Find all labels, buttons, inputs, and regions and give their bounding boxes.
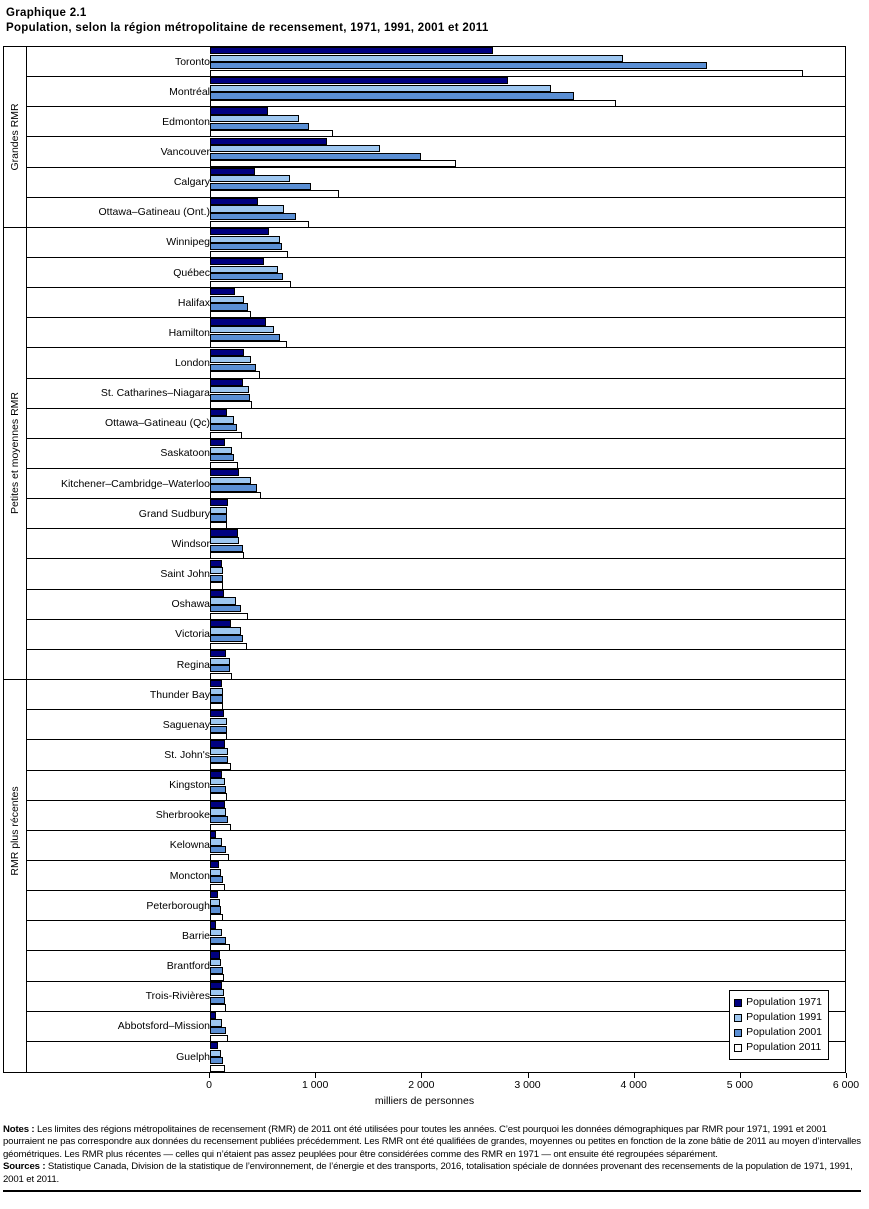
category-label: Saskatoon bbox=[160, 447, 210, 460]
group-label: Petites et moyennes RMR bbox=[9, 392, 21, 515]
bar-population-1971 bbox=[210, 1042, 218, 1049]
bar-population-1991 bbox=[210, 537, 239, 544]
x-axis-tick-label: 3 000 bbox=[514, 1079, 541, 1091]
bar-population-1971 bbox=[210, 499, 228, 506]
category-label: Moncton bbox=[169, 869, 210, 882]
bar-population-1971 bbox=[210, 740, 225, 747]
chart-row bbox=[27, 288, 845, 318]
category-label: Trois-Rivières bbox=[145, 990, 210, 1003]
notes-paragraph bbox=[3, 1124, 861, 1161]
bar-population-2001 bbox=[210, 334, 280, 341]
legend-swatch-icon bbox=[734, 999, 742, 1007]
notes-label: Notes : bbox=[3, 1124, 35, 1135]
bar-population-2001 bbox=[210, 906, 221, 913]
bar-population-2011 bbox=[210, 733, 227, 740]
bar-population-1971 bbox=[210, 982, 222, 989]
bar-population-1991 bbox=[210, 85, 551, 92]
bar-population-1971 bbox=[210, 258, 264, 265]
bar-population-2001 bbox=[210, 303, 248, 310]
bar-population-2001 bbox=[210, 876, 223, 883]
chart-row bbox=[27, 168, 845, 198]
group-label: Grandes RMR bbox=[9, 103, 21, 171]
bar-population-2001 bbox=[210, 273, 283, 280]
bar-population-2001 bbox=[210, 605, 241, 612]
category-label: Thunder Bay bbox=[149, 688, 210, 701]
category-label: Vancouver bbox=[160, 146, 210, 158]
bar-group bbox=[210, 409, 845, 438]
category-label: Peterborough bbox=[146, 899, 210, 912]
bar-population-1971 bbox=[210, 469, 239, 476]
bar-group bbox=[210, 680, 845, 709]
bar-population-1991 bbox=[210, 326, 274, 333]
chart-row bbox=[27, 650, 845, 680]
bar-population-1971 bbox=[210, 168, 255, 175]
bar-group bbox=[210, 590, 845, 619]
bar-population-1991 bbox=[210, 266, 278, 273]
notes-text: Les limites des régions métropolitaines de recensement (RMR) de 2011 ont été utilisées pour toutes les années. C’est pourquoi les données démographiques par RMR pour 1971, 1991 et 2001 pourraient ne pas correspondre aux données du recensement publiées précédemment. Les RMR ont été qualifiées de grandes, moyennes ou petites en fonction de la zone bâtie de 2011 au moyen d’intervalles géométriques. Les RMR plus récentes — celles qui n’étaient pas assez peuplées pour être considérées comme des RMR en 1971 — ont ensuite été regroupées séparément. bbox=[3, 1124, 861, 1160]
bar-population-1991 bbox=[210, 55, 623, 62]
bar-population-1991 bbox=[210, 1050, 221, 1057]
bar-population-1971 bbox=[210, 77, 508, 84]
chart-row bbox=[27, 348, 845, 378]
bar-population-1991 bbox=[210, 959, 221, 966]
bar-population-2011 bbox=[210, 492, 261, 499]
category-label: Sherbrooke bbox=[155, 809, 210, 822]
bar-population-1971 bbox=[210, 228, 269, 235]
category-label: Québec bbox=[173, 266, 210, 279]
bar-population-2001 bbox=[210, 545, 243, 552]
bar-group bbox=[210, 861, 845, 890]
legend-swatch-icon bbox=[734, 1044, 742, 1052]
category-label: Barrie bbox=[181, 929, 210, 942]
chart-row bbox=[27, 469, 845, 499]
chart-row bbox=[27, 740, 845, 770]
bar-population-2001 bbox=[210, 816, 228, 823]
bar-population-2011 bbox=[210, 1035, 228, 1042]
bar-group bbox=[210, 529, 845, 558]
x-axis-title: milliers de personnes bbox=[374, 1095, 475, 1107]
chart-row bbox=[27, 951, 845, 981]
category-label: Regina bbox=[176, 658, 210, 671]
legend-swatch-icon bbox=[734, 1029, 742, 1037]
bar-population-1971 bbox=[210, 680, 222, 687]
bar-population-2001 bbox=[210, 123, 309, 130]
chart-row bbox=[27, 982, 845, 1012]
category-label: Saguenay bbox=[162, 718, 210, 731]
bar-group bbox=[210, 801, 845, 830]
category-label: Montréal bbox=[169, 85, 210, 98]
bar-population-1991 bbox=[210, 597, 236, 604]
bar-population-1971 bbox=[210, 318, 266, 325]
plot-area bbox=[26, 47, 845, 1072]
bar-population-2011 bbox=[210, 311, 251, 318]
bar-population-1991 bbox=[210, 718, 227, 725]
x-axis-tick bbox=[315, 1073, 316, 1078]
bar-population-2011 bbox=[210, 793, 227, 800]
bar-group bbox=[210, 921, 845, 950]
chart-row bbox=[27, 439, 845, 469]
bar-population-1971 bbox=[210, 47, 493, 54]
bar-population-2001 bbox=[210, 153, 421, 160]
bar-population-2001 bbox=[210, 967, 223, 974]
bar-population-1991 bbox=[210, 567, 223, 574]
bar-population-1991 bbox=[210, 477, 251, 484]
bar-population-2001 bbox=[210, 997, 225, 1004]
category-label: Calgary bbox=[173, 176, 210, 189]
sources-label: Sources : bbox=[3, 1161, 46, 1173]
legend-item bbox=[734, 995, 822, 1010]
group-band bbox=[4, 47, 26, 228]
bar-population-2011 bbox=[210, 884, 225, 891]
bar-population-1991 bbox=[210, 145, 380, 152]
chart-row bbox=[27, 620, 845, 650]
bar-group bbox=[210, 168, 845, 197]
chart-row bbox=[27, 198, 845, 228]
bar-population-1991 bbox=[210, 778, 225, 785]
chart-row bbox=[27, 318, 845, 348]
bar-population-1991 bbox=[210, 929, 222, 936]
bar-population-1971 bbox=[210, 288, 235, 295]
bar-group bbox=[210, 258, 845, 287]
category-label: Guelph bbox=[176, 1050, 210, 1063]
bar-population-2011 bbox=[210, 221, 309, 228]
x-axis-tick-label: 2 000 bbox=[408, 1079, 435, 1091]
bar-population-1971 bbox=[210, 831, 216, 838]
category-label: Halifax bbox=[177, 296, 210, 309]
bar-population-2001 bbox=[210, 786, 226, 793]
bar-population-1991 bbox=[210, 627, 241, 634]
bar-population-1991 bbox=[210, 838, 222, 845]
bar-population-2001 bbox=[210, 846, 226, 853]
legend-swatch-icon bbox=[734, 1014, 742, 1022]
footer-notes bbox=[3, 1124, 861, 1192]
bar-population-2011 bbox=[210, 613, 248, 620]
bar-population-2001 bbox=[210, 62, 707, 69]
category-label: Saint John bbox=[160, 568, 210, 581]
bar-population-2011 bbox=[210, 1065, 225, 1072]
bar-group bbox=[210, 891, 845, 920]
bar-group bbox=[210, 77, 845, 106]
bar-population-1971 bbox=[210, 138, 327, 145]
bar-population-2001 bbox=[210, 484, 257, 491]
bar-population-1971 bbox=[210, 620, 231, 627]
bar-population-1971 bbox=[210, 921, 216, 928]
title-block bbox=[0, 0, 869, 36]
bar-population-2011 bbox=[210, 432, 242, 439]
bar-group bbox=[210, 107, 845, 136]
category-label: Toronto bbox=[174, 55, 210, 68]
chart-row bbox=[27, 499, 845, 529]
category-label: St. John's bbox=[164, 748, 210, 761]
bar-population-2011 bbox=[210, 251, 288, 258]
chart-row bbox=[27, 680, 845, 710]
legend-label: Population 1971 bbox=[746, 996, 822, 1008]
bar-population-1971 bbox=[210, 710, 224, 717]
bar-population-1971 bbox=[210, 951, 220, 958]
x-axis bbox=[3, 1073, 860, 1113]
bar-population-2001 bbox=[210, 1027, 226, 1034]
category-label: Kitchener–Cambridge–Waterloo bbox=[60, 477, 210, 490]
bar-population-2011 bbox=[210, 160, 456, 167]
sources-paragraph bbox=[3, 1161, 861, 1186]
chart-row bbox=[27, 77, 845, 107]
category-label: Victoria bbox=[175, 628, 210, 641]
chart-number: Graphique 2.1 bbox=[6, 7, 87, 19]
bar-group bbox=[210, 740, 845, 769]
bar-population-2001 bbox=[210, 243, 282, 250]
bar-population-1991 bbox=[210, 386, 249, 393]
chart-row bbox=[27, 891, 845, 921]
sources-text: Statistique Canada, Division de la statistique de l’environnement, de l’énergie et des transports, 2016, totalisation spéciale de données provenant des recensements de la population de 1971, 1991, 2001 et 2011. bbox=[3, 1161, 853, 1185]
bar-group bbox=[210, 650, 845, 679]
bar-population-2001 bbox=[210, 756, 228, 763]
bar-group bbox=[210, 137, 845, 166]
category-label: St. Catharines–Niagara bbox=[100, 387, 210, 400]
bar-population-1971 bbox=[210, 1012, 216, 1019]
bar-population-2011 bbox=[210, 190, 339, 197]
legend-item bbox=[734, 1040, 822, 1055]
bar-population-1971 bbox=[210, 801, 225, 808]
chart-row bbox=[27, 921, 845, 951]
bar-population-2011 bbox=[210, 552, 244, 559]
bar-population-2011 bbox=[210, 914, 223, 921]
bar-population-1971 bbox=[210, 560, 222, 567]
bar-group bbox=[210, 379, 845, 408]
bar-population-1991 bbox=[210, 808, 226, 815]
bar-population-1991 bbox=[210, 175, 290, 182]
bar-population-2011 bbox=[210, 1004, 226, 1011]
bar-population-2001 bbox=[210, 665, 230, 672]
bar-population-2011 bbox=[210, 673, 232, 680]
x-axis-tick-label: 6 000 bbox=[832, 1079, 860, 1091]
bar-group bbox=[210, 620, 845, 649]
bar-population-1991 bbox=[210, 447, 232, 454]
bar-population-1971 bbox=[210, 861, 219, 868]
bar-population-1991 bbox=[210, 658, 230, 665]
bar-group bbox=[210, 469, 845, 498]
chart-legend bbox=[729, 990, 829, 1060]
category-label: Winnipeg bbox=[166, 236, 210, 249]
bar-population-1991 bbox=[210, 416, 234, 423]
chart-row bbox=[27, 1042, 845, 1072]
bar-population-2011 bbox=[210, 824, 231, 831]
bar-population-2011 bbox=[210, 281, 291, 288]
category-label: London bbox=[174, 357, 210, 370]
bar-group bbox=[210, 318, 845, 347]
category-label: Edmonton bbox=[162, 115, 210, 128]
chart-row bbox=[27, 801, 845, 831]
bar-population-2011 bbox=[210, 341, 287, 348]
bar-population-1991 bbox=[210, 688, 223, 695]
legend-label: Population 1991 bbox=[746, 1011, 822, 1023]
bar-population-2011 bbox=[210, 763, 231, 770]
x-axis-tick bbox=[634, 1073, 635, 1078]
x-axis-tick bbox=[209, 1073, 210, 1078]
bar-group bbox=[210, 560, 845, 589]
bar-population-1991 bbox=[210, 507, 227, 514]
x-axis-tick bbox=[846, 1073, 847, 1078]
bar-population-1971 bbox=[210, 590, 224, 597]
bar-group bbox=[210, 951, 845, 980]
bar-population-2011 bbox=[210, 703, 223, 710]
bar-population-1971 bbox=[210, 529, 238, 536]
bar-group bbox=[210, 288, 845, 317]
category-label: Hamilton bbox=[168, 326, 210, 339]
group-axis bbox=[4, 47, 26, 1072]
bar-population-1991 bbox=[210, 236, 280, 243]
bar-population-2011 bbox=[210, 401, 252, 408]
bar-population-2001 bbox=[210, 726, 227, 733]
bar-population-2011 bbox=[210, 582, 223, 589]
category-label: Grand Sudbury bbox=[138, 507, 210, 520]
bar-population-2001 bbox=[210, 183, 311, 190]
bar-group bbox=[210, 499, 845, 528]
chart-row bbox=[27, 137, 845, 167]
bar-population-2011 bbox=[210, 371, 260, 378]
chart-row bbox=[27, 560, 845, 590]
chart-row bbox=[27, 409, 845, 439]
bar-population-2001 bbox=[210, 394, 250, 401]
category-label: Brantford bbox=[166, 959, 210, 972]
bar-population-2001 bbox=[210, 695, 223, 702]
group-label: RMR plus récentes bbox=[9, 786, 21, 876]
x-axis-tick bbox=[528, 1073, 529, 1078]
legend-item bbox=[734, 1010, 822, 1025]
bar-population-1971 bbox=[210, 771, 222, 778]
bar-population-1971 bbox=[210, 409, 227, 416]
bar-population-2011 bbox=[210, 462, 238, 469]
bar-population-2001 bbox=[210, 454, 234, 461]
bar-group bbox=[210, 771, 845, 800]
bar-population-1991 bbox=[210, 748, 228, 755]
chart-row bbox=[27, 107, 845, 137]
category-label: Abbotsford–Mission bbox=[117, 1020, 210, 1033]
bar-population-1991 bbox=[210, 899, 220, 906]
x-axis-tick-label: 4 000 bbox=[620, 1079, 647, 1091]
bar-population-1991 bbox=[210, 989, 224, 996]
chart-frame bbox=[3, 46, 846, 1073]
bar-population-1971 bbox=[210, 891, 218, 898]
chart-row bbox=[27, 379, 845, 409]
bar-population-2001 bbox=[210, 364, 256, 371]
x-axis-tick bbox=[740, 1073, 741, 1078]
bar-population-1991 bbox=[210, 296, 244, 303]
chart-row bbox=[27, 771, 845, 801]
group-band bbox=[4, 680, 26, 981]
bar-population-2011 bbox=[210, 70, 803, 77]
bar-population-1971 bbox=[210, 198, 258, 205]
category-label: Oshawa bbox=[171, 598, 210, 611]
chart-title: Population, selon la région métropolitaine de recensement, 1971, 1991, 2001 et 2011 bbox=[6, 22, 489, 34]
chart-row bbox=[27, 1012, 845, 1042]
bar-population-2001 bbox=[210, 1057, 223, 1064]
legend-label: Population 2001 bbox=[746, 1026, 822, 1038]
bar-population-2011 bbox=[210, 944, 230, 951]
bar-group bbox=[210, 47, 845, 76]
category-label: Kingston bbox=[169, 779, 210, 792]
bar-population-2001 bbox=[210, 92, 574, 99]
bar-population-1991 bbox=[210, 1019, 222, 1026]
category-label: Kelowna bbox=[169, 839, 210, 852]
bar-population-1971 bbox=[210, 379, 243, 386]
bar-population-1991 bbox=[210, 869, 221, 876]
bar-population-2011 bbox=[210, 522, 227, 529]
category-label: Windsor bbox=[171, 537, 210, 550]
x-axis-tick-label: 0 bbox=[206, 1079, 212, 1091]
legend-label: Population 2011 bbox=[746, 1041, 822, 1053]
x-axis-tick bbox=[421, 1073, 422, 1078]
chart-row bbox=[27, 529, 845, 559]
bar-group bbox=[210, 831, 845, 860]
group-band bbox=[4, 228, 26, 680]
bar-population-2011 bbox=[210, 100, 616, 107]
chart-row bbox=[27, 590, 845, 620]
bar-population-1991 bbox=[210, 356, 251, 363]
bar-population-2011 bbox=[210, 130, 333, 137]
bar-population-1971 bbox=[210, 650, 226, 657]
chart-row bbox=[27, 861, 845, 891]
x-axis-tick-label: 1 000 bbox=[302, 1079, 329, 1091]
chart-row bbox=[27, 47, 845, 77]
bar-population-2011 bbox=[210, 643, 247, 650]
bar-population-2011 bbox=[210, 974, 224, 981]
bar-group bbox=[210, 348, 845, 377]
bar-population-1971 bbox=[210, 107, 268, 114]
bar-population-2001 bbox=[210, 635, 243, 642]
bar-group bbox=[210, 228, 845, 257]
bar-population-2001 bbox=[210, 514, 227, 521]
bar-population-1991 bbox=[210, 205, 284, 212]
bar-population-1971 bbox=[210, 349, 244, 356]
bar-population-2001 bbox=[210, 213, 296, 220]
bar-population-2001 bbox=[210, 937, 226, 944]
x-axis-tick-label: 5 000 bbox=[726, 1079, 753, 1091]
chart-row bbox=[27, 710, 845, 740]
category-label: Ottawa–Gatineau (Ont.) bbox=[98, 206, 210, 219]
bar-population-2011 bbox=[210, 854, 229, 861]
chart-row bbox=[27, 258, 845, 288]
bar-population-2001 bbox=[210, 575, 223, 582]
bar-group bbox=[210, 439, 845, 468]
bar-population-2001 bbox=[210, 424, 237, 431]
bar-group bbox=[210, 710, 845, 739]
legend-item bbox=[734, 1025, 822, 1040]
category-label: Ottawa–Gatineau (Qc) bbox=[104, 417, 210, 430]
chart-row bbox=[27, 831, 845, 861]
bar-population-1991 bbox=[210, 115, 299, 122]
bar-population-1971 bbox=[210, 439, 225, 446]
chart-row bbox=[27, 228, 845, 258]
bar-group bbox=[210, 198, 845, 227]
